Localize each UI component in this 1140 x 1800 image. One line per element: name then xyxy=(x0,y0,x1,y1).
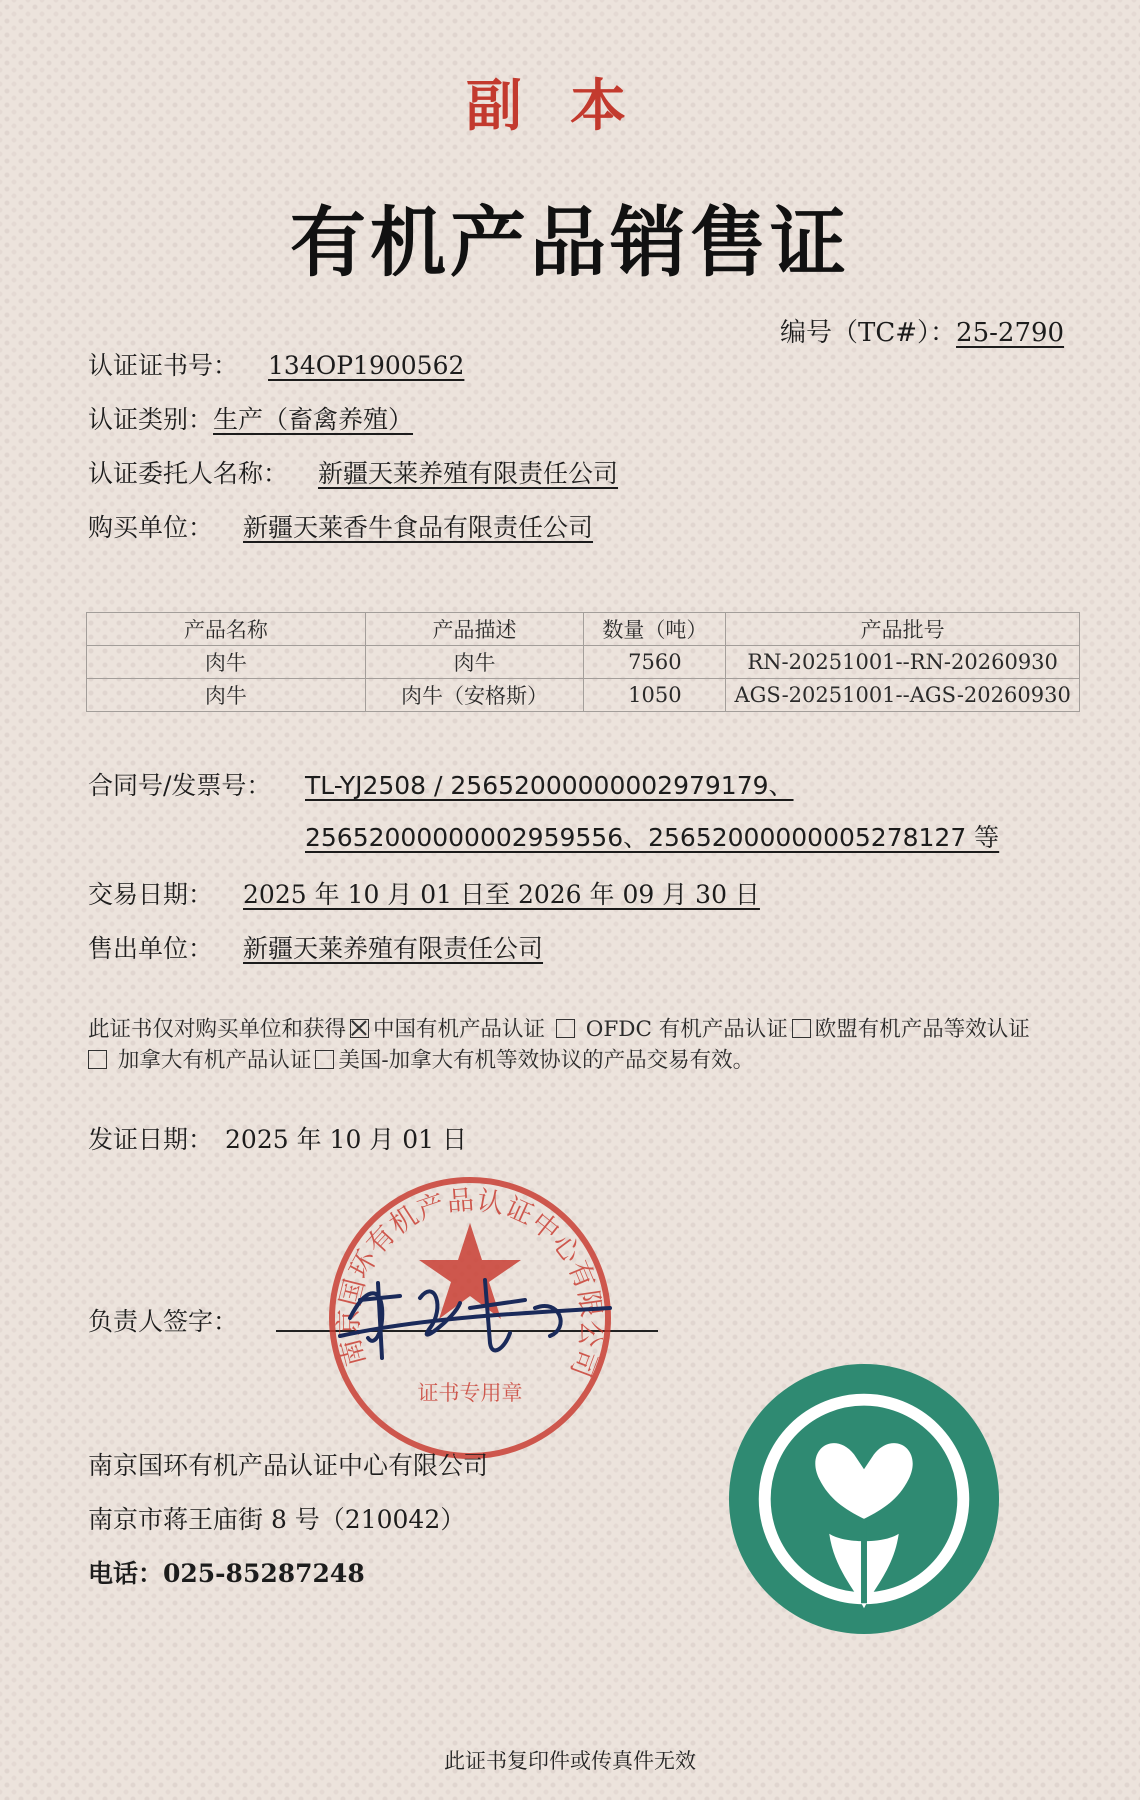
org-address: 南京市蒋王庙街 8 号（210042） xyxy=(88,1505,466,1534)
scope-opt-china: 中国有机产品认证 xyxy=(373,1017,546,1042)
scope-opt-ofdc: OFDC 有机产品认证 xyxy=(585,1017,788,1042)
cert-no-value: 134OP1900562 xyxy=(268,351,465,380)
scope-statement xyxy=(88,1014,1088,1076)
product-name-cell: 肉牛 xyxy=(87,679,366,712)
tc-label: 编号（TC#）： xyxy=(780,318,957,348)
buyer-label: 购买单位： xyxy=(88,513,214,542)
seal-ring-text: 南京国环有机产品认证中心有限公司 xyxy=(333,1184,607,1382)
client-label: 认证委托人名称： xyxy=(88,459,289,488)
category-row xyxy=(88,400,413,436)
category-label: 认证类别： xyxy=(88,405,214,434)
org-name: 南京国环有机产品认证中心有限公司 xyxy=(88,1451,489,1480)
seal-inner-text: 证书专用章 xyxy=(417,1381,523,1405)
table-header: 产品名称 xyxy=(87,613,366,646)
scope-opt-canada: 加拿大有机产品认证 xyxy=(117,1048,312,1073)
table-row xyxy=(87,679,1080,712)
footer-note: 此证书复印件或传真件无效 xyxy=(444,1749,696,1773)
client-value: 新疆天莱养殖有限责任公司 xyxy=(318,459,619,488)
contract-label: 合同号/发票号： xyxy=(88,771,272,800)
copy-mark: 副本 xyxy=(466,73,674,139)
table-header: 产品描述 xyxy=(365,613,584,646)
trade-date-label: 交易日期： xyxy=(88,880,214,909)
trade-date-row xyxy=(88,875,760,911)
scope-prefix: 此证书仅对购买单位和获得 xyxy=(88,1017,347,1042)
issue-date-row xyxy=(88,1120,467,1156)
certification-logo xyxy=(725,1360,1003,1638)
org-phone: 电话：025-85287248 xyxy=(88,1559,365,1588)
checkbox-us-canada xyxy=(315,1050,334,1069)
contract-line-2: 25652000000002959556、25652000000005278127 等 xyxy=(305,823,1000,852)
checkbox-ofdc xyxy=(556,1019,575,1038)
table-header-row xyxy=(87,613,1080,646)
document-title: 有机产品销售证 xyxy=(290,198,850,287)
issue-date-label: 发证日期： xyxy=(88,1125,214,1154)
buyer-row xyxy=(88,508,593,544)
signature-label: 负责人签字： xyxy=(88,1307,239,1336)
scope-opt-eu: 欧盟有机产品等效认证 xyxy=(814,1017,1030,1042)
batch-cell: RN-20251001--RN-20260930 xyxy=(726,646,1080,679)
product-desc-cell: 肉牛 xyxy=(365,646,584,679)
client-row xyxy=(88,454,618,490)
buyer-value: 新疆天莱香牛食品有限责任公司 xyxy=(243,513,594,542)
seller-value: 新疆天莱养殖有限责任公司 xyxy=(243,934,544,963)
checkbox-eu xyxy=(792,1019,811,1038)
seller-label: 售出单位： xyxy=(88,934,214,963)
scope-opt-us-canada: 美国-加拿大有机等效协议的产品交易有效。 xyxy=(338,1048,755,1073)
contract-line-1: TL-YJ2508 / 25652000000002979179、 xyxy=(305,771,794,800)
table-header: 产品批号 xyxy=(726,613,1080,646)
seller-row xyxy=(88,929,543,965)
product-name-cell: 肉牛 xyxy=(87,646,366,679)
checkbox-canada xyxy=(88,1050,107,1069)
checkbox-china-organic xyxy=(350,1019,369,1038)
trade-date-value: 2025 年 10 月 01 日至 2026 年 09 月 30 日 xyxy=(243,880,760,909)
product-table xyxy=(86,612,1080,712)
official-seal xyxy=(320,1168,620,1468)
tc-number xyxy=(780,312,1064,349)
quantity-cell: 7560 xyxy=(584,646,726,679)
category-value: 生产（畜禽养殖） xyxy=(213,405,414,434)
product-desc-cell: 肉牛（安格斯） xyxy=(365,679,584,712)
table-header: 数量（吨） xyxy=(584,613,726,646)
batch-cell: AGS-20251001--AGS-20260930 xyxy=(726,679,1080,712)
tc-value: 25-2790 xyxy=(956,318,1065,348)
cert-no-row xyxy=(88,346,464,382)
quantity-cell: 1050 xyxy=(584,679,726,712)
cert-no-label: 认证证书号： xyxy=(88,351,239,380)
issue-date-value: 2025 年 10 月 01 日 xyxy=(225,1125,467,1154)
table-row xyxy=(87,646,1080,679)
